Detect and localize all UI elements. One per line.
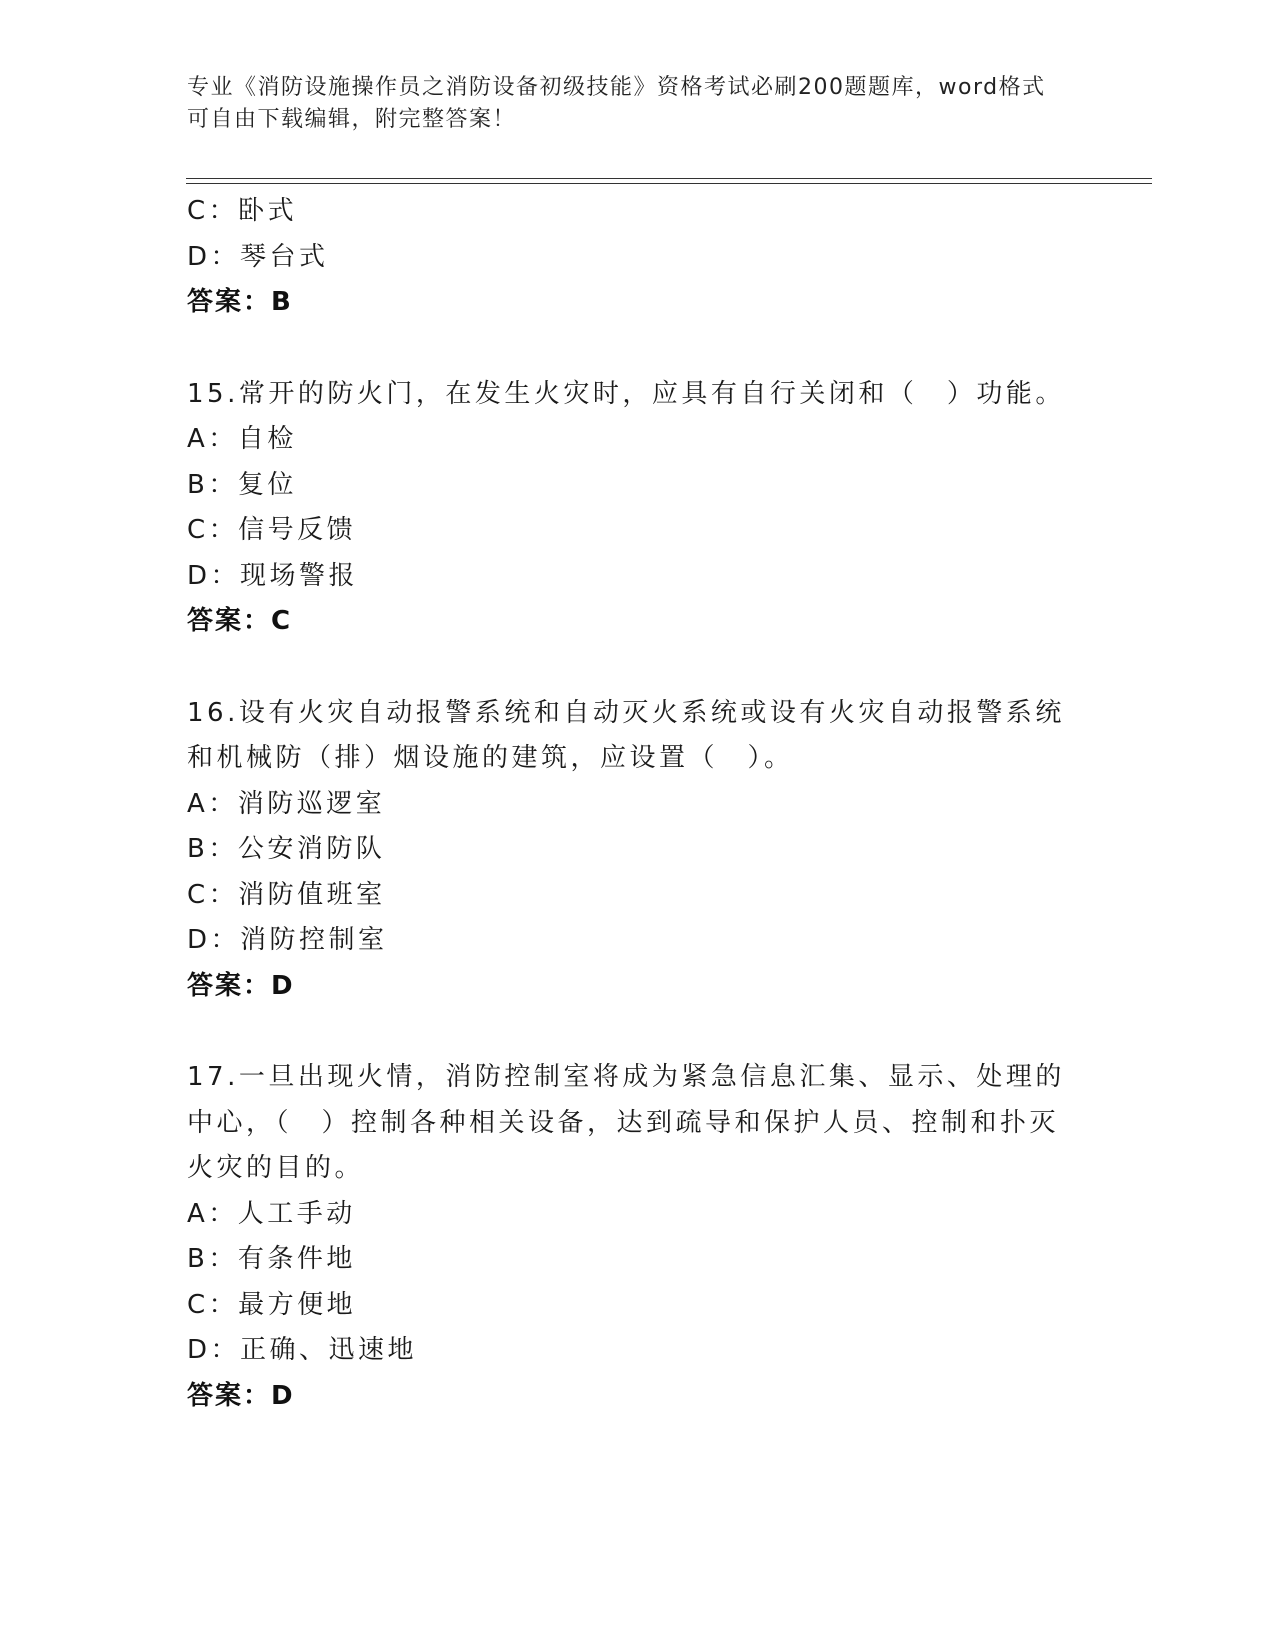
option-b: B：复位: [187, 469, 297, 500]
answer: 答案：C: [187, 606, 293, 636]
question-17: [187, 1055, 1087, 1419]
option-a: A：自检: [187, 424, 297, 454]
option-c: C：卧式: [187, 196, 298, 226]
question-16: [187, 691, 1087, 1010]
header-rule-top: [186, 178, 1152, 179]
answer: 答案：D: [187, 970, 295, 1001]
question-content: [187, 189, 1087, 1419]
previous-question: [187, 189, 1087, 326]
option-d: D：琴台式: [187, 241, 329, 272]
option-a: A：人工手动: [187, 1198, 356, 1229]
option-c: C：信号反馈: [187, 515, 357, 545]
option-c: C：最方便地: [187, 1289, 357, 1320]
answer: 答案：B: [187, 287, 293, 317]
header-rule-bottom: [186, 183, 1152, 184]
option-c: C：消防值班室: [187, 879, 386, 910]
question-stem: 16.设有火灾自动报警系统和自动灭火系统或设有火灾自动报警系统和机械防（排）烟设施的建筑，应设置（ ）。: [187, 697, 1065, 773]
option-a: A：消防巡逻室: [187, 788, 386, 819]
option-b: B：公安消防队: [187, 834, 386, 864]
option-d: D：消防控制室: [187, 925, 388, 955]
question-stem: 17.一旦出现火情，消防控制室将成为紧急信息汇集、显示、处理的中心，（ ）控制各种相关设备，达到疏导和保护人员、控制和扑灭火灾的目的。: [187, 1062, 1065, 1183]
answer: 答案：D: [187, 1380, 295, 1411]
page-header: 专业《消防设施操作员之消防设备初级技能》资格考试必刷200题题库，word格式可自由下载编辑，附完整答案！: [187, 75, 1046, 132]
option-d: D：现场警报: [187, 560, 359, 591]
question-15: [187, 372, 1087, 645]
option-b: B：有条件地: [187, 1244, 356, 1274]
question-stem: 15.常开的防火门，在发生火灾时，应具有自行关闭和（ ）功能。: [187, 378, 1065, 409]
option-d: D：正确、迅速地: [187, 1335, 418, 1365]
